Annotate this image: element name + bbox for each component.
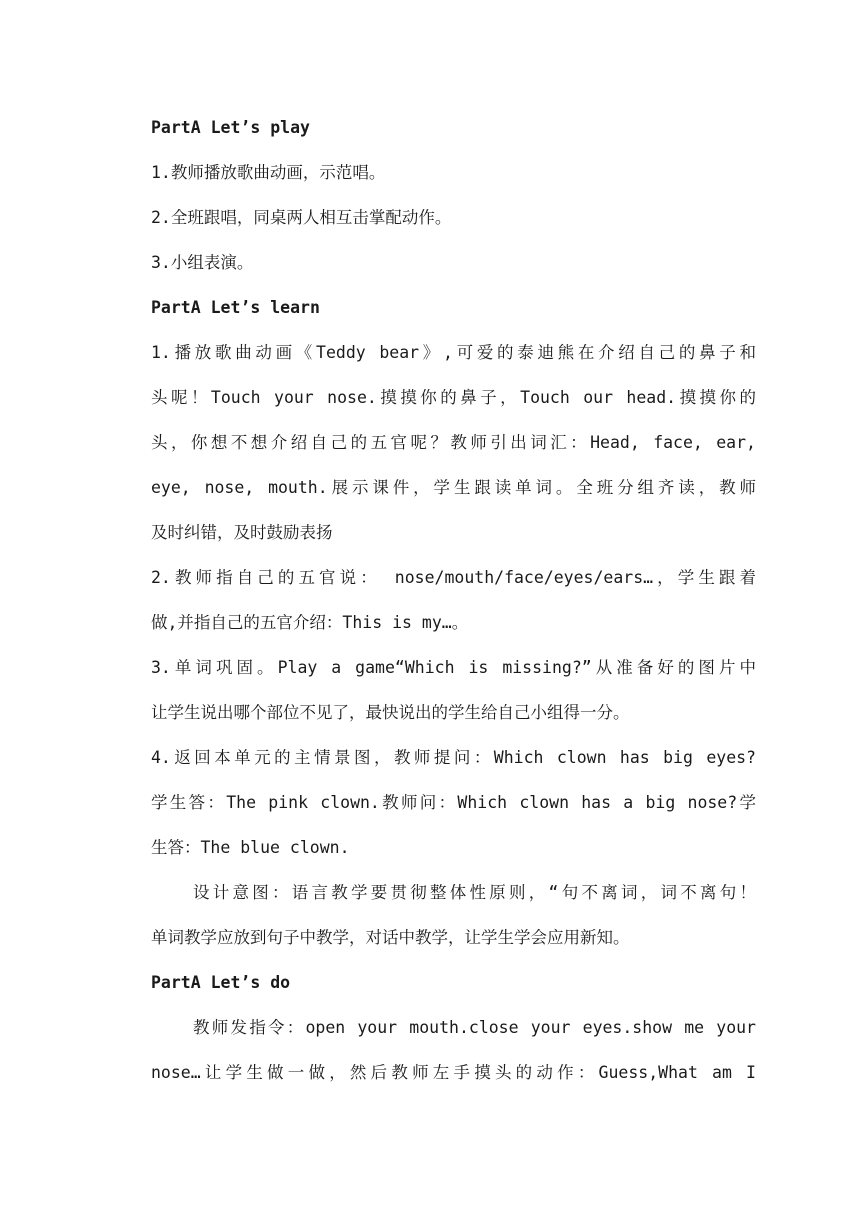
paragraph-line: 及时纠错，及时鼓励表扬 xyxy=(151,523,333,542)
paragraph-line: 1.播放歌曲动画《Teddy bear》,可爱的泰迪熊在介绍自己的鼻子和 xyxy=(151,343,756,362)
paragraph-line: 2.教师指自己的五官说： nose/mouth/face/eyes/ears…，学生跟着 xyxy=(151,568,756,587)
design-intent-line: 设计意图：语言教学要贯彻整体性原则，“句不离词，词不离句！ xyxy=(193,883,756,902)
paragraph-line: 做,并指自己的五官介绍：This is my…。 xyxy=(151,613,469,632)
paragraph-line: 让学生说出哪个部位不见了，最快说出的学生给自己小组得一分。 xyxy=(151,703,630,722)
section-heading-lets-learn: PartA Let’s learn xyxy=(151,298,320,317)
paragraph-line: eye, nose, mouth.展示课件，学生跟读单词。全班分组齐读，教师 xyxy=(151,478,756,497)
paragraph-line: 教师发指令：open your mouth.close your eyes.show me your xyxy=(193,1018,756,1037)
paragraph-line: 头呢！Touch your nose.摸摸你的鼻子，Touch our head.摸摸你的 xyxy=(151,388,756,407)
paragraph-line: 头，你想不想介绍自己的五官呢？教师引出词汇：Head, face, ear, xyxy=(151,433,756,452)
paragraph-line: 生答：The blue clown. xyxy=(151,838,350,857)
paragraph-line: 单词教学应放到句子中教学，对话中教学，让学生学会应用新知。 xyxy=(151,928,630,947)
document-body xyxy=(151,105,756,1095)
section-heading-lets-do: PartA Let’s do xyxy=(151,973,291,992)
paragraph-line: 1.教师播放歌曲动画，示范唱。 xyxy=(151,163,386,182)
paragraph-line: 4.返回本单元的主情景图，教师提问：Which clown has big eyes? xyxy=(151,748,756,767)
paragraph-line: 2.全班跟唱，同桌两人相互击掌配动作。 xyxy=(151,208,452,227)
paragraph-line: 学生答：The pink clown.教师问：Which clown has a big nose?学 xyxy=(151,793,756,812)
paragraph-line: nose…让学生做一做，然后教师左手摸头的动作：Guess,What am I xyxy=(151,1063,756,1082)
paragraph-line: 3.小组表演。 xyxy=(151,253,254,272)
section-heading-lets-play: PartA Let’s play xyxy=(151,118,310,137)
paragraph-line: 3.单词巩固。Play a game“Which is missing?”从准备好的图片中 xyxy=(151,658,756,677)
